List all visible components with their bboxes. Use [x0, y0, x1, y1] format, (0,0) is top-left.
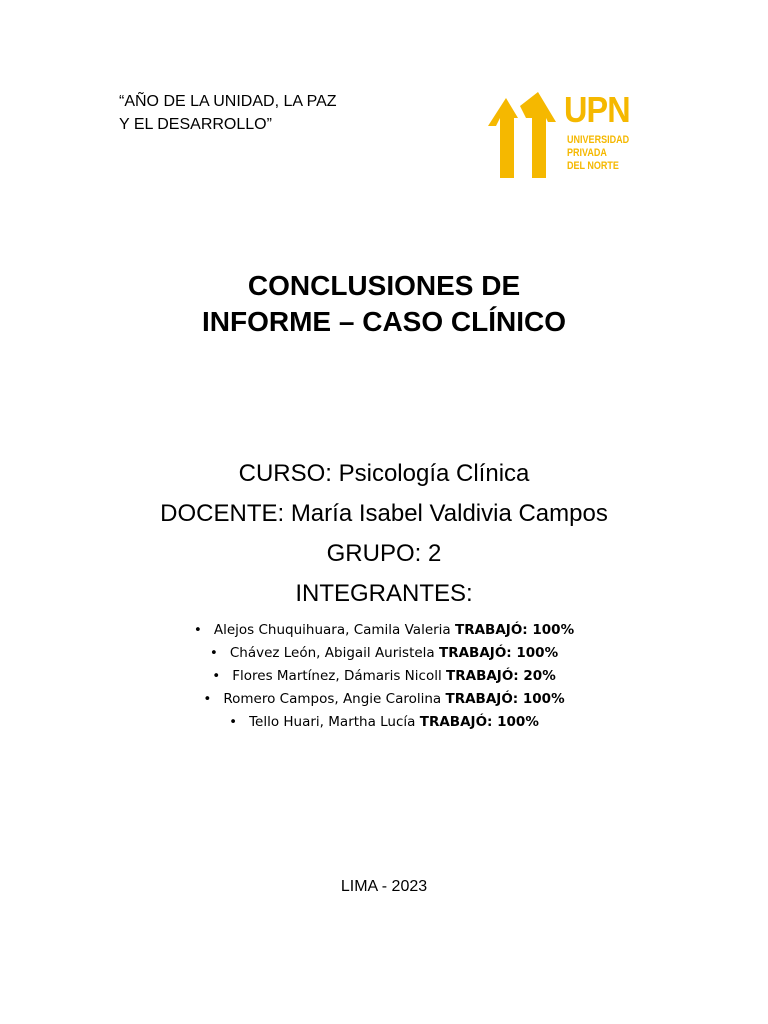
member-work: TRABAJÓ: 100%: [455, 622, 575, 638]
bullet-icon: •: [193, 622, 202, 638]
footer-place-year: LIMA - 2023: [340, 878, 428, 895]
member-name: Chávez León, Abigail Auristela: [229, 645, 435, 661]
member-work: TRABAJÓ: 100%: [445, 691, 565, 707]
list-item: [0, 712, 768, 735]
member-name: Tello Huari, Martha Lucía: [249, 714, 416, 730]
document-title: [0, 268, 768, 340]
group-line: GRUPO: 2: [326, 540, 442, 567]
member-work: TRABAJÓ: 100%: [419, 714, 539, 730]
list-item: [0, 689, 768, 712]
logo-university-name: [567, 134, 629, 173]
member-work: TRABAJÓ: 20%: [446, 668, 556, 684]
member-work: TRABAJÓ: 100%: [439, 645, 559, 661]
upn-arrow-logo-icon: [488, 92, 560, 178]
logo-acronym: UPN: [564, 89, 630, 130]
course-line: CURSO: Psicología Clínica: [238, 460, 530, 487]
list-item: [0, 666, 768, 689]
title-line-1: CONCLUSIONES DE: [247, 270, 521, 301]
members-heading: INTEGRANTES:: [295, 580, 473, 607]
header-motto: [119, 90, 337, 136]
member-name: Flores Martínez, Dámaris Nicoll: [232, 668, 442, 684]
logo-line-1: UNIVERSIDAD: [567, 134, 630, 146]
bullet-icon: •: [212, 668, 221, 684]
list-item: [0, 620, 768, 643]
title-line-2: INFORME – CASO CLÍNICO: [201, 306, 566, 337]
bullet-icon: •: [229, 714, 238, 730]
members-list: [0, 620, 768, 735]
upn-logo: [488, 89, 648, 182]
bullet-icon: •: [209, 645, 218, 661]
logo-line-3: DEL NORTE: [567, 160, 619, 172]
member-name: Romero Campos, Angie Carolina: [223, 691, 442, 707]
course-info: [0, 456, 768, 616]
logo-line-2: PRIVADA: [567, 147, 607, 159]
motto-line-1: “AÑO DE LA UNIDAD, LA PAZ: [119, 93, 337, 110]
list-item: [0, 643, 768, 666]
member-name: Alejos Chuquihuara, Camila Valeria: [213, 622, 451, 638]
motto-line-2: Y EL DESARROLLO”: [119, 116, 272, 133]
bullet-icon: •: [203, 691, 212, 707]
teacher-line: DOCENTE: María Isabel Valdivia Campos: [160, 500, 608, 527]
